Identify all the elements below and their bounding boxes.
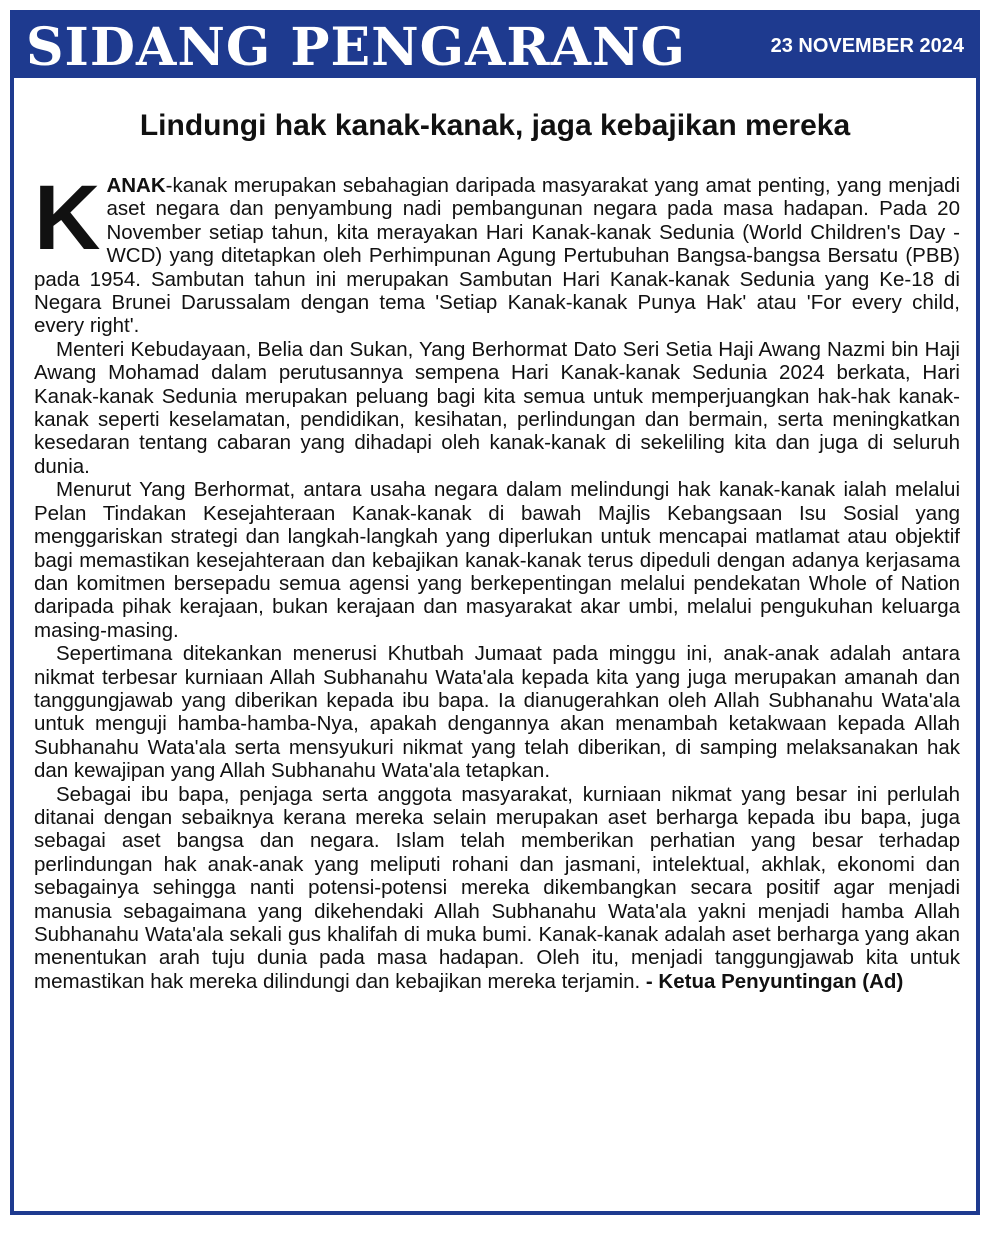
paragraph-1	[34, 167, 960, 338]
column-title: SIDANG PENGARANG	[26, 17, 686, 78]
publication-date: 23 NOVEMBER 2024	[770, 35, 964, 57]
lead-word: ANAK	[106, 174, 166, 197]
paragraph-5-text: Sebagai ibu bapa, penjaga serta anggota masyarakat, kurniaan nikmat yang besar ini perlulah ditanai dengan sebaiknya kerana mereka selain merupakan aset berharga kepada ibu bapa, juga sebagai aset bangsa dan negara. Islam telah memberikan perhatian yang besar terhadap perlindungan hak anak-anak yang meliputi rohani dan jasmani, intelektual, akhlak, ekonomi dan sebagainya sehingga nanti potensi-potensi mereka dikembangkan secara positif agar menjadi manusia sebagaimana yang dikehendaki Allah Subhanahu Wata'ala yakni menjadi hamba Allah Subhanahu Wata'ala sekali gus khalifah di muka bumi. Kanak-kanak adalah aset berharga yang akan menentukan arah tuju dunia pada masa hadapan. Oleh itu, menjadi tanggungjawab kita untuk memastikan hak mereka dilindungi dan kebajikan mereka terjamin.	[34, 782, 960, 993]
editorial-headline: Lindungi hak kanak-kanak, jaga kebajikan mereka	[139, 109, 851, 142]
editorial-body	[34, 167, 960, 993]
paragraph-5	[34, 783, 960, 994]
paragraph-3: Menurut Yang Berhormat, antara usaha negara dalam melindungi hak kanak-kanak ialah melalui Pelan Tindakan Kesejahteraan Kanak-kanak di bawah Majlis Kebangsaan Isu Sosial yang menggariskan strategi dan langkah-langkah yang diperlukan untuk mencapai matlamat atau objektif bagi memastikan kesejahteraan dan kebajikan kanak-kanak terus dipeduli dengan adanya kerjasama dan komitmen bersepadu semua agensi yang berkepentingan melalui pendekatan Whole of Nation daripada pihak kerajaan, bukan kerajaan dan masyarakat akar umbi, melalui pengukuhan keluarga masing-masing.	[34, 478, 960, 642]
editorial-frame	[10, 10, 980, 1215]
author-signature: - Ketua Penyuntingan (Ad)	[640, 969, 904, 993]
masthead-banner	[14, 14, 976, 78]
paragraph-4: Sepertimana ditekankan menerusi Khutbah Jumaat pada minggu ini, anak-anak adalah antara nikmat terbesar kurniaan Allah Subhanahu Wata'ala kepada kita yang juga merupakan amanah dan tanggungjawab yang diberikan kepada ibu bapa. Ia dianugerahkan oleh Allah Subhanahu Wata'ala untuk menguji hamba-hamba-Nya, apakah dengannya akan menambah ketakwaan kepada Allah Subhanahu Wata'ala serta mensyukuri nikmat yang telah diberikan, di samping melaksanakan hak dan kewajipan yang Allah Subhanahu Wata'ala tetapkan.	[34, 642, 960, 783]
drop-cap: K	[34, 167, 101, 269]
paragraph-1-text: -kanak merupakan sebahagian daripada masyarakat yang amat penting, yang menjadi aset negara dan penyambung nadi pembangunan negara pada masa hadapan. Pada 20 November setiap tahun, kita merayakan Hari Kanak-kanak Sedunia (World Children's Day - WCD) yang ditetapkan oleh Perhimpunan Agung Pertubuhan Bangsa-bangsa Bersatu (PBB) pada 1954. Sambutan tahun ini merupakan Sambutan Hari Kanak-kanak Sedunia yang Ke-18 di Negara Brunei Darussalam dengan tema 'Setiap Kanak-kanak Punya Hak' atau 'For every child, every right'.	[34, 174, 960, 338]
paragraph-2: Menteri Kebudayaan, Belia dan Sukan, Yang Berhormat Dato Seri Setia Haji Awang Nazmi bin Haji Awang Mohamad dalam perutusannya sempena Hari Kanak-kanak Sedunia 2024 berkata, Hari Kanak-kanak Sedunia merupakan peluang bagi kita semua untuk memperjuangkan hak-hak kanak-kanak seperti keselamatan, pendidikan, kesihatan, perlindungan dan bermain, serta meningkatkan kesedaran tentang cabaran yang dihadapi oleh kanak-kanak di sekeliling kita dan juga di seluruh dunia.	[34, 337, 960, 478]
